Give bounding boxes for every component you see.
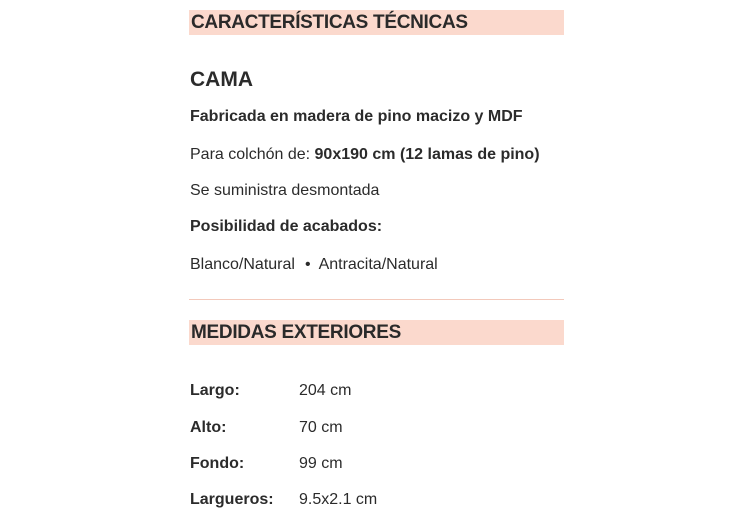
finish-option: Blanco/Natural: [190, 256, 295, 273]
section-title-dimensions: MEDIDAS EXTERIORES: [189, 320, 564, 345]
dimension-value: 204 cm: [299, 382, 352, 399]
dimension-value: 99 cm: [299, 455, 343, 472]
dimension-label: Largueros:: [190, 491, 274, 508]
section-title-technical: CARACTERÍSTICAS TÉCNICAS: [189, 10, 564, 35]
product-title: CAMA: [190, 68, 253, 91]
mattress-line: [190, 146, 540, 164]
dimension-label: Largo:: [190, 382, 240, 399]
finishes-list: [190, 256, 438, 274]
dimension-value: 9.5x2.1 cm: [299, 491, 378, 508]
section-divider: [189, 299, 564, 300]
supply-text: Se suministra desmontada: [190, 182, 380, 199]
dimension-value: 70 cm: [299, 419, 343, 436]
mattress-label: Para colchón de:: [190, 146, 315, 163]
finish-option: Antracita/Natural: [318, 256, 438, 273]
mattress-value: 90x190 cm (12 lamas de pino): [314, 146, 540, 163]
bullet-separator: •: [304, 256, 311, 273]
dimension-label: Alto:: [190, 419, 227, 436]
finishes-label: Posibilidad de acabados:: [190, 218, 383, 235]
dimension-label: Fondo:: [190, 455, 245, 472]
material-text: Fabricada en madera de pino macizo y MDF: [190, 108, 523, 125]
